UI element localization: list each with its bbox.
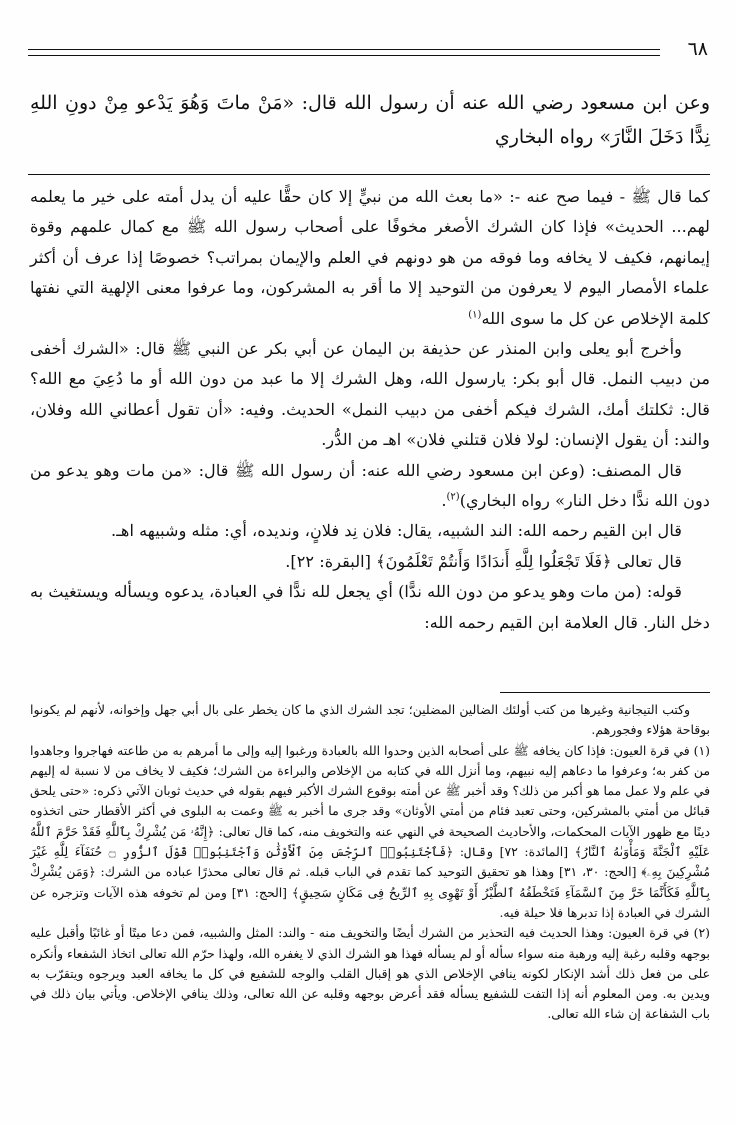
- page-number: ٦٨: [687, 38, 708, 60]
- page-header: [28, 40, 708, 62]
- footnote-ref: (١): [468, 309, 482, 321]
- body-paragraph: قال ابن القيم رحمه الله: الند الشبيه، يقال: فلان نِد فلانٍ، ونديده، أي: مثله وشبيهه اهـ.: [111, 521, 682, 541]
- commentary-body: [30, 182, 710, 638]
- matn-quote: وعن ابن مسعود رضي الله عنه أن رسول الله قال: «مَنْ ماتَ وَهُوَ يَدْعو مِنْ دونِ اللهِ نِدًّا دَخَلَ النَّارَ» رواه البخاري: [30, 92, 710, 148]
- footnote: (١) في قرة العيون: فإذا كان يخافه ﷺ على أصحابه الذين وحدوا الله بالعبادة ورغبوا إليه وإلى ما أمرهم به من طاعته فهاجروا وجاهدوا من كفر به؛ وعرفوا ما دعاهم إليه نبيهم، وما أنزل الله في كتابه من الإخلاص والبراءة من الشرك؛ فكيف لا يخاف من لا نسبة له إليهم في علم ولا عمل مما هو أكبر من ذلك؟ وقد أخبر ﷺ عن أمته بوقوع الشرك الأكبر فيهم بقوله في حديث ثوبان الآتي ذكره: «حتى يلحق قبائل من أمتي بالمشركين، وحتى تعبد فئام من أمتي الأوثان» وقد جرى ما أخبر به ﷺ وعمت به البلوى في أكثر الأقطار حتى اتخذوه دينًا مع ظهور الآيات المحكمات، والأحاديث الصحيحة في النهي عنه والتخويف منه، كما قال تعالى: ﴿إِنَّهُۥ مَن يُشْرِكْ بِٱللَّهِ فَقَدْ حَرَّمَ ٱللَّهُ عَلَيْهِ ٱلْجَنَّةَ وَمَأْوَىٰهُ ٱلنَّارُ﴾ [المائدة: ٧٢] وقال: ﴿فَٱجْتَنِبُوا۟ ٱلرِّجْسَ مِنَ ٱلْأَوْثَٰنِ وَٱجْتَنِبُوا۟ قَوْلَ ٱلزُّورِ ۝ حُنَفَآءَ لِلَّهِ غَيْرَ مُشْرِكِينَ بِهِۦ﴾ [الحج: ٣٠، ٣١] وهذا هو تحقيق التوحيد كما تقدم في الباب قبله. ثم قال تعالى محذرًا عباده من الشرك: ﴿وَمَن يُشْرِكْ بِٱللَّهِ فَكَأَنَّمَا خَرَّ مِنَ ٱلسَّمَآءِ فَتَخْطَفُهُ ٱلطَّيْرُ أَوْ تَهْوِى بِهِ ٱلرِّيحُ فِى مَكَانٍ سَحِيقٍ﴾ [الحج: ٣١] ومن لم تخوفه هذه الآيات وتزجره عن الشرك في العبادة إذا تدبرها فلا حيلة فيه.: [30, 742, 710, 920]
- footnote: وكتب التيجانية وغيرها من كتب أولئك الضالين المضلين؛ تجد الشرك الذي ما كان يخطر على بال أبي جهل وإخوانه، لأنهم لم يكونوا بوقاحة هؤلاء وفجورهم.: [30, 702, 710, 738]
- body-paragraph: قال تعالى ﴿فَلَا تَجْعَلُوا لِلَّهِ أَندَادًا وَأَنتُمْ تَعْلَمُونَ﴾ [البقرة: ٢٢].: [285, 551, 682, 571]
- header-double-rule: [28, 49, 660, 56]
- footnotes: [30, 700, 710, 1025]
- footnote-separator: [500, 692, 710, 693]
- footnote-ref: (٢): [446, 491, 460, 503]
- footnote: (٢) في قرة العيون: وهذا الحديث فيه التحذير من الشرك أيضًا والتخويف منه - والند: المثل والشبيه، فمن دعا ميتًا أو غائبًا وأقبل عليه بوجهه وقلبه رغبة إليه ورهبة منه سواء سأله أو لم يسأله فهذا هو الشرك الذي لا يغفره الله، ولهذا حرّم الله تعالى اتخاذ الشفعاء وأنكره على من فعل ذلك أشد الإنكار لكونه ينافي الإخلاص الذي هو إقبال القلب والوجه للشفيع في كل ما يخافه العبد ويرجوه ويتقرّب به ويدين به. ومن المعلوم أنه إذا التفت للشفيع يسأله فقد أعرض بوجهه وقلبه عن الله تعالى، وذلك ينافي الإخلاص. ويأتي بيان ذلك في باب الشفاعة إن شاء الله تعالى.: [30, 925, 710, 1022]
- body-paragraph: قال المصنف: (وعن ابن مسعود رضي الله عنه: أن رسول الله ﷺ قال: «من مات وهو يدعو من دون الله ندًّا دخل النار» رواه البخاري)$^{(٢)}$.: [30, 460, 710, 511]
- section-divider: [28, 174, 710, 175]
- body-paragraph: قوله: (من مات وهو يدعو من دون الله ندًّا) أي يجعل لله ندًّا في العبادة، يدعوه ويسأله ويستغيث به دخل النار. قال العلامة ابن القيم رحمه الله:: [30, 582, 710, 632]
- body-paragraph: وأخرج أبو يعلى وابن المنذر عن حذيفة بن اليمان عن أبي بكر عن النبي ﷺ قال: «الشرك أخفى من دبيب النمل. قال أبو بكر: يارسول الله، وهل الشرك إلا ما عبد من دون الله أو ما دُعِيَ مع الله؟ قال: ثكلتك أمك، الشرك فيكم أخفى من دبيب النمل» الحديث. وفيه: «أن تقول أعطاني الله وفلان، والند: أن يقول الإنسان: لولا فلان قتلني فلان» اهـ من الدُّر.: [30, 339, 711, 450]
- body-paragraph: كما قال ﷺ - فيما صح عنه -: «ما بعث الله من نبيٍّ إلا كان حقًّا عليه أن يدل أمته على خير ما يعلمه لهم... الحديث» فإذا كان الشرك الأصغر مخوفًا على أصحاب رسول الله ﷺ مع كمال علمهم وقوة إيمانهم، فكيف لا يخافه وما فوقه من هو دونهم في العلم والإيمان بمراتب؟ خصوصًا إذا عرف أن أكثر علماء الأمصار اليوم لا يعرفون من التوحيد إلا ما أقر به المشركون، وما عرفوا معنى الإلهية التي نفتها كلمة الإخلاص عن كل ما سوى الله$^{(١)}$: [30, 187, 710, 328]
